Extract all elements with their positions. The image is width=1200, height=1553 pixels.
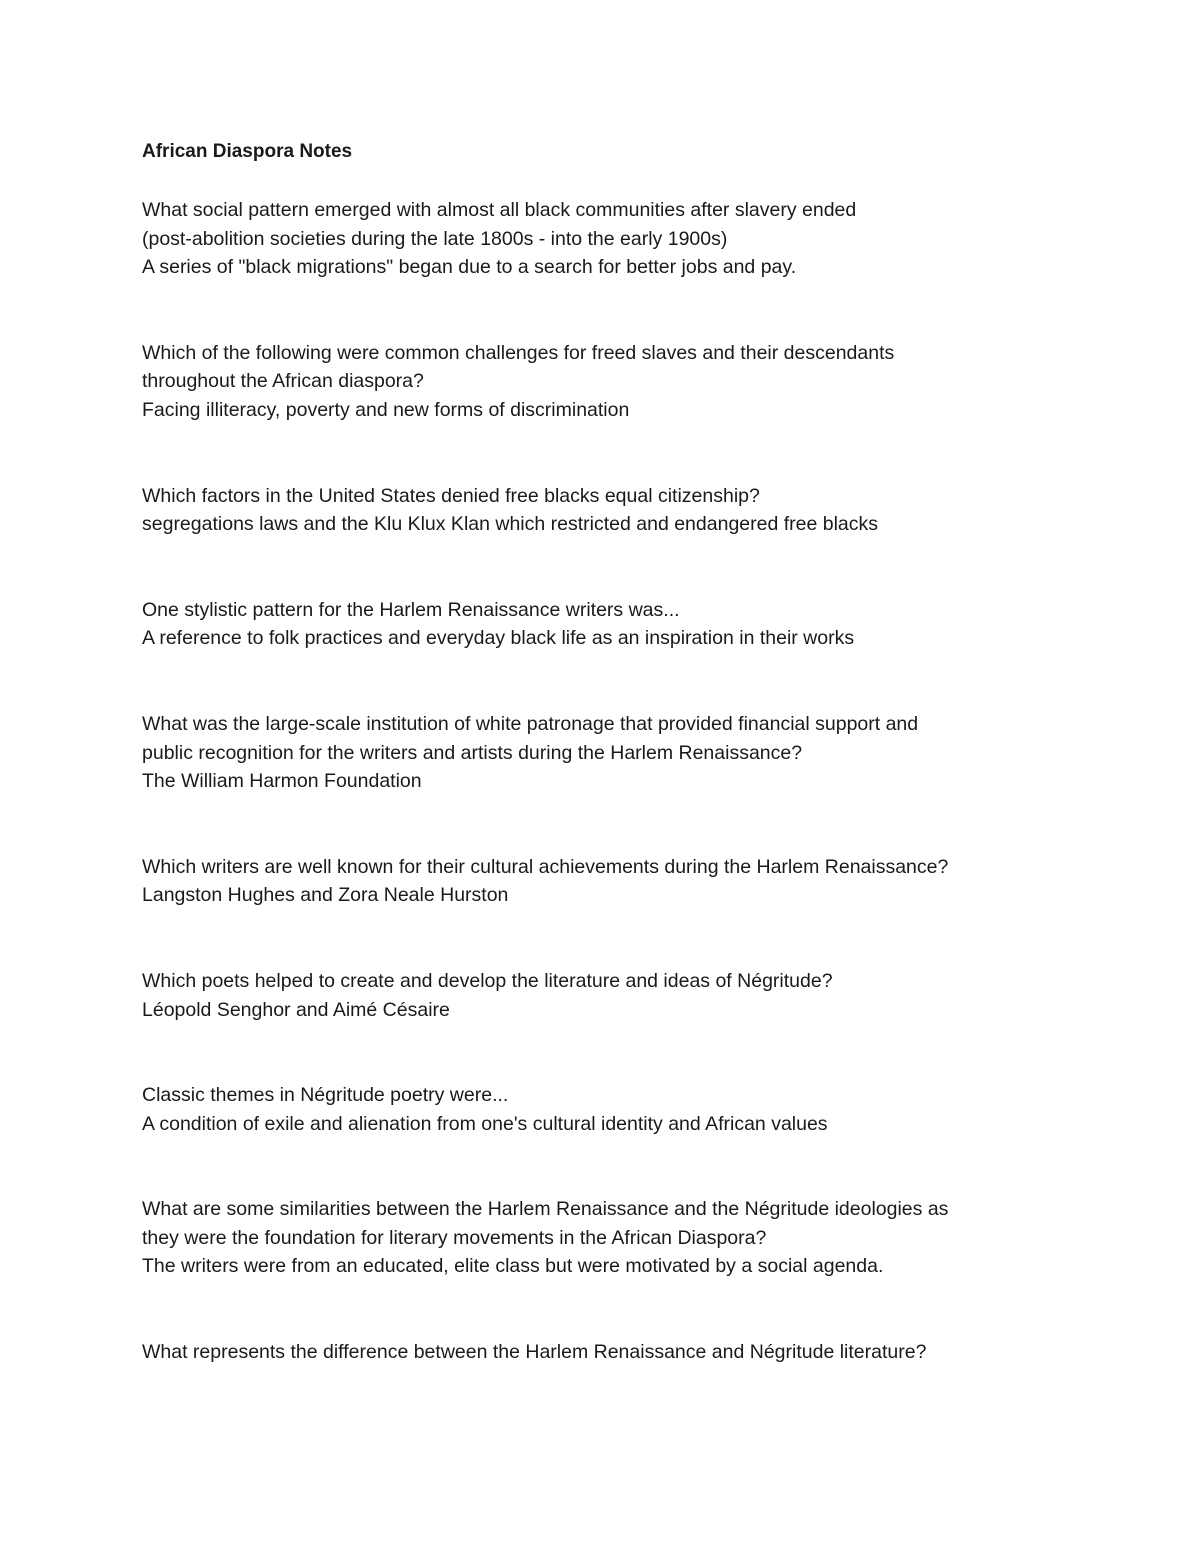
question-line: (post-abolition societies during the late 1800s - into the early 1900s) bbox=[142, 227, 728, 250]
answer-line: segregations laws and the Klu Klux Klan which restricted and endangered free blacks bbox=[142, 513, 879, 536]
answer-line: Facing illiteracy, poverty and new forms of discrimination bbox=[142, 398, 630, 421]
question-line: What social pattern emerged with almost all black communities after slavery ended bbox=[142, 199, 857, 221]
answer-line: A reference to folk practices and everyday black life as an inspiration in their works bbox=[142, 627, 855, 650]
question-line: Which of the following were common challenges for freed slaves and their descendants bbox=[142, 341, 895, 364]
question-line: Which factors in the United States denied free blacks equal citizenship? bbox=[142, 484, 760, 507]
question-line: One stylistic pattern for the Harlem Renaissance writers was... bbox=[142, 598, 680, 621]
answer-line: The William Harmon Foundation bbox=[142, 770, 422, 793]
qa-item-4 bbox=[142, 596, 1062, 653]
qa-item-2 bbox=[142, 339, 1062, 425]
document-title: African Diaspora Notes bbox=[142, 141, 353, 162]
qa-item-8 bbox=[142, 1081, 1062, 1138]
qa-item-10 bbox=[142, 1338, 1062, 1367]
answer-line: Langston Hughes and Zora Neale Hurston bbox=[142, 884, 509, 907]
qa-item-5 bbox=[142, 710, 1062, 796]
qa-item-6 bbox=[142, 853, 1062, 910]
question-line: Which poets helped to create and develop the literature and ideas of Négritude? bbox=[142, 969, 833, 992]
question-line: throughout the African diaspora? bbox=[142, 370, 424, 393]
answer-line: A series of "black migrations" began due to a search for better jobs and pay. bbox=[142, 256, 797, 279]
qa-item-3 bbox=[142, 482, 1062, 539]
qa-item-1 bbox=[142, 196, 1062, 282]
answer-line: Léopold Senghor and Aimé Césaire bbox=[142, 998, 450, 1021]
question-line: Classic themes in Négritude poetry were... bbox=[142, 1084, 509, 1107]
document-page bbox=[142, 138, 1062, 1367]
question-line: they were the foundation for literary movements in the African Diaspora? bbox=[142, 1226, 767, 1249]
answer-line: The writers were from an educated, elite class but were motivated by a social agenda. bbox=[142, 1255, 884, 1278]
question-line: Which writers are well known for their cultural achievements during the Harlem Renaissance? bbox=[142, 855, 949, 878]
question-line: What are some similarities between the Harlem Renaissance and the Négritude ideologies as bbox=[142, 1198, 949, 1221]
question-line: What was the large-scale institution of white patronage that provided financial support and bbox=[142, 712, 919, 735]
question-line: public recognition for the writers and artists during the Harlem Renaissance? bbox=[142, 741, 803, 764]
answer-line: A condition of exile and alienation from one's cultural identity and African values bbox=[142, 1112, 828, 1135]
qa-item-7 bbox=[142, 967, 1062, 1024]
question-line: What represents the difference between the Harlem Renaissance and Négritude literature? bbox=[142, 1341, 927, 1364]
qa-item-9 bbox=[142, 1195, 1062, 1281]
